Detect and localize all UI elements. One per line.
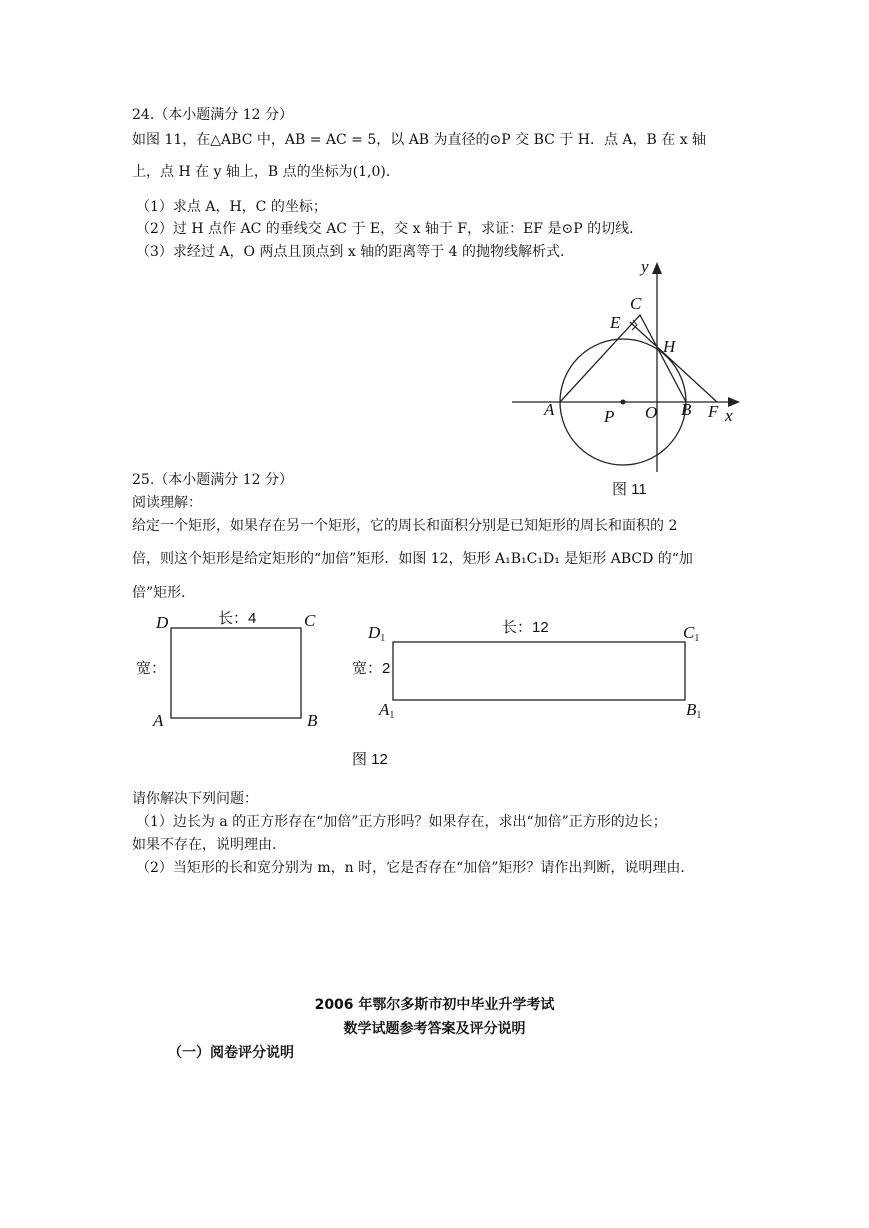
- q24-part3: （3）求经过 A，O 两点且顶点到 x 轴的距离等于 4 的抛物线解析式．: [136, 244, 574, 260]
- label-y: y: [641, 257, 649, 276]
- q25-text-line2: 倍，则这个矩形是给定矩形的“加倍”矩形．如图 12，矩形 A₁B₁C₁D₁ 是矩形 ABCD 的“加: [132, 551, 693, 567]
- rect-length-label: 长：4: [218, 610, 257, 627]
- rect1-length-label: 长：12: [502, 619, 549, 636]
- label-a: A: [544, 400, 555, 419]
- rect-label-c: C: [304, 611, 316, 630]
- label-o: O: [645, 403, 658, 422]
- label-h: H: [663, 337, 676, 356]
- label-b: B: [681, 400, 692, 419]
- rectangle-a1b1c1d1: [393, 642, 685, 700]
- rect-label-a: A: [153, 711, 164, 730]
- rect-label-d: D: [156, 613, 169, 632]
- label-f: F: [708, 402, 719, 421]
- q25-text-line3: 倍”矩形．: [132, 585, 196, 601]
- q24-text-line1: 如图 11，在△ABC 中，AB = AC = 5，以 AB 为直径的⊙P 交 BC 于 H．点 A，B 在 x 轴: [132, 132, 707, 148]
- q25-part1-line1: （1）边长为 a 的正方形存在“加倍”正方形吗？如果存在，求出“加倍”正方形的边长；: [136, 814, 667, 830]
- q25-heading: 25.（本小题满分 12 分）: [132, 472, 293, 488]
- rect1-label-c1: $C_1$: [683, 623, 700, 644]
- label-e: E: [610, 313, 621, 332]
- answer-title-2: 数学试题参考答案及评分说明: [343, 1021, 526, 1037]
- rect-label-b: B: [307, 711, 318, 730]
- q24-part1: （1）求点 A，H，C 的坐标；: [136, 199, 327, 215]
- rect1-width-label: 宽：2: [352, 660, 391, 677]
- q25-ask: 请你解决下列问题：: [132, 791, 258, 807]
- rect1-label-a1: $A_1$: [379, 700, 395, 721]
- rect-width-label: 宽：: [136, 660, 167, 677]
- q25-intro: 阅读理解：: [132, 495, 202, 511]
- q24-text-line2: 上，点 H 在 y 轴上，B 点的坐标为(1,0)．: [132, 164, 400, 180]
- q24-part2: （2）过 H 点作 AC 的垂线交 AC 于 E，交 x 轴于 F，求证：EF 是⊙P 的切线．: [136, 221, 644, 237]
- answer-title-1: 2006 年鄂尔多斯市初中毕业升学考试: [314, 997, 555, 1013]
- label-p: P: [604, 407, 615, 426]
- label-c: C: [630, 294, 642, 313]
- figure-12-caption: 图 12: [352, 751, 388, 768]
- label-x: x: [725, 406, 733, 425]
- q24-heading: 24.（本小题满分 12 分）: [132, 107, 293, 123]
- q25-part2: （2）当矩形的长和宽分别为 m，n 时，它是否存在“加倍”矩形？请作出判断，说明理由．: [136, 860, 695, 876]
- q25-part1-line2: 如果不存在，说明理由．: [132, 837, 286, 853]
- rect1-label-b1: $B_1$: [686, 700, 702, 721]
- q25-text-line1: 给定一个矩形，如果存在另一个矩形，它的周长和面积分别是已知矩形的周长和面积的 2: [132, 518, 678, 534]
- answer-section-heading: （一）阅卷评分说明: [168, 1045, 294, 1061]
- rectangle-abcd: [171, 628, 301, 718]
- figure-11-caption: 图 11: [612, 481, 647, 498]
- rect1-label-d1: $D_1$: [368, 623, 386, 644]
